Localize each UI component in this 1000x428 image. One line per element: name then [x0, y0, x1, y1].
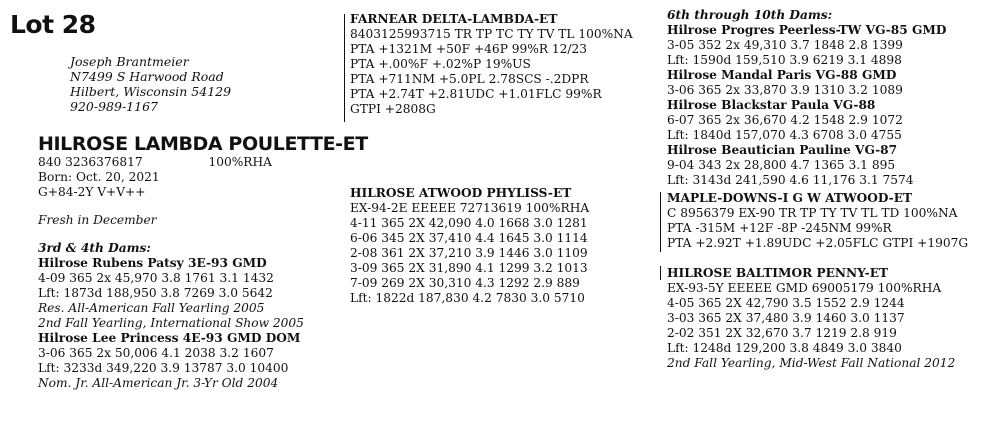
dam6-name: Hilrose Progres Peerless-TW VG-85 GMD	[667, 23, 947, 37]
dam-line: EX-94-2E EEEEE 72713619 100%RHA	[350, 201, 590, 215]
dam-line: 4-11 365 2X 42,090 4.0 1668 3.0 1281	[350, 216, 588, 230]
mgs-line: PTA +2.92T +1.89UDC +2.05FLC GTPI +1907G	[667, 236, 969, 250]
dam3-note: Res. All-American Fall Yearling 2005	[38, 301, 265, 315]
animal-genomic: G+84-2Y V+V++	[38, 185, 146, 199]
dams-6-10-section	[667, 8, 946, 188]
sire-line: GTPI +2808G	[350, 102, 436, 116]
animal-reg-line	[38, 155, 272, 170]
dam3-line: Lft: 1873d 188,950 3.8 7269 3.0 5642	[38, 286, 273, 300]
dams-6-10-header: 6th through 10th Dams:	[667, 8, 833, 22]
animal-born: Born: Oct. 20, 2021	[38, 170, 160, 184]
dam8-line: Lft: 1840d 157,070 4.3 6708 3.0 4755	[667, 128, 902, 142]
sire-line: PTA +1321M +50F +46P 99%R 12/23	[350, 42, 588, 56]
dam8-name: Hilrose Blackstar Paula VG-88	[667, 98, 876, 112]
breeder-name: Joseph Brantmeier	[70, 54, 189, 69]
dam3-name: Hilrose Rubens Patsy 3E-93 GMD	[38, 256, 267, 270]
dam3-line: 4-09 365 2x 45,970 3.8 1761 3.1 1432	[38, 271, 274, 285]
dam-name: HILROSE ATWOOD PHYLISS-ET	[350, 186, 572, 200]
sire-section	[350, 12, 633, 117]
animal-name: HILROSE LAMBDA POULETTE-ET	[38, 133, 368, 155]
sire-divider	[344, 14, 345, 122]
mgs-line: C 8956379 EX-90 TR TP TY TV TL TD 100%NA	[667, 206, 958, 220]
breeder-address: N7499 S Harwood Road	[70, 69, 224, 84]
breeder-city: Hilbert, Wisconsin 54129	[70, 84, 232, 99]
animal-status: Fresh in December	[38, 213, 157, 227]
sire-line: 8403125993715 TR TP TC TY TV TL 100%NA	[350, 27, 633, 41]
dams-3-4-section	[38, 241, 304, 391]
dam4-name: Hilrose Lee Princess 4E-93 GMD DOM	[38, 331, 301, 345]
dam9-line: 9-04 343 2x 28,800 4.7 1365 3.1 895	[667, 158, 896, 172]
breeder-phone: 920-989-1167	[70, 99, 158, 114]
sire-name: FARNEAR DELTA-LAMBDA-ET	[350, 12, 558, 26]
mgs-divider	[660, 192, 661, 252]
dam7-line: 3-06 365 2x 33,870 3.9 1310 3.2 1089	[667, 83, 903, 97]
animal-reg: 840 3236376817	[38, 155, 143, 169]
dam7-name: Hilrose Mandal Paris VG-88 GMD	[667, 68, 897, 82]
breeder-info	[70, 54, 231, 114]
dam-line: 3-09 365 2X 31,890 4.1 1299 3.2 1013	[350, 261, 588, 275]
sire-line: PTA +.00%F +.02%P 19%US	[350, 57, 531, 71]
mgs-line: PTA -315M +12F -8P -245NM 99%R	[667, 221, 892, 235]
dam9-line: Lft: 3143d 241,590 4.6 11,176 3.1 7574	[667, 173, 914, 187]
dam-line: 7-09 269 2X 30,310 4.3 1292 2.9 889	[350, 276, 580, 290]
dam4-line: 3-06 365 2x 50,006 4.1 2038 3.2 1607	[38, 346, 274, 360]
granddam-line: EX-93-5Y EEEEE GMD 69005179 100%RHA	[667, 281, 942, 295]
granddam-note: 2nd Fall Yearling, Mid-West Fall National 2012	[667, 356, 956, 370]
dam6-line: Lft: 1590d 159,510 3.9 6219 3.1 4898	[667, 53, 902, 67]
granddam-divider	[660, 266, 661, 280]
mgs-name: MAPLE-DOWNS-I G W ATWOOD-ET	[667, 191, 913, 205]
dam-line: 6-06 345 2X 37,410 4.4 1645 3.0 1114	[350, 231, 588, 245]
dam4-line: Lft: 3233d 349,220 3.9 13787 3.0 10400	[38, 361, 289, 375]
granddam-line: 4-05 365 2X 42,790 3.5 1552 2.9 1244	[667, 296, 905, 310]
dam3-note: 2nd Fall Yearling, International Show 2005	[38, 316, 304, 330]
granddam-line: 3-03 365 2X 37,480 3.9 1460 3.0 1137	[667, 311, 905, 325]
dam9-name: Hilrose Beautician Pauline VG-87	[667, 143, 898, 157]
dam8-line: 6-07 365 2x 36,670 4.2 1548 2.9 1072	[667, 113, 903, 127]
sire-line: PTA +2.74T +2.81UDC +1.01FLC 99%R	[350, 87, 602, 101]
dam-line: 2-08 361 2X 37,210 3.9 1446 3.0 1109	[350, 246, 588, 260]
lot-number: Lot 28	[10, 10, 96, 39]
granddam-name: HILROSE BALTIMOR PENNY-ET	[667, 266, 889, 280]
dam-section	[350, 186, 589, 306]
dam6-line: 3-05 352 2x 49,310 3.7 1848 2.8 1399	[667, 38, 903, 52]
animal-rha: 100%RHA	[208, 155, 272, 169]
mgs-section	[667, 191, 968, 251]
sire-line: PTA +711NM +5.0PL 2.78SCS -.2DPR	[350, 72, 589, 86]
granddam-line: Lft: 1248d 129,200 3.8 4849 3.0 3840	[667, 341, 902, 355]
dam-line: Lft: 1822d 187,830 4.2 7830 3.0 5710	[350, 291, 585, 305]
granddam-section	[667, 266, 955, 371]
dams-3-4-header: 3rd & 4th Dams:	[38, 241, 151, 255]
dam4-note: Nom. Jr. All-American Jr. 3-Yr Old 2004	[38, 376, 279, 390]
granddam-line: 2-02 351 2X 32,670 3.7 1219 2.8 919	[667, 326, 897, 340]
